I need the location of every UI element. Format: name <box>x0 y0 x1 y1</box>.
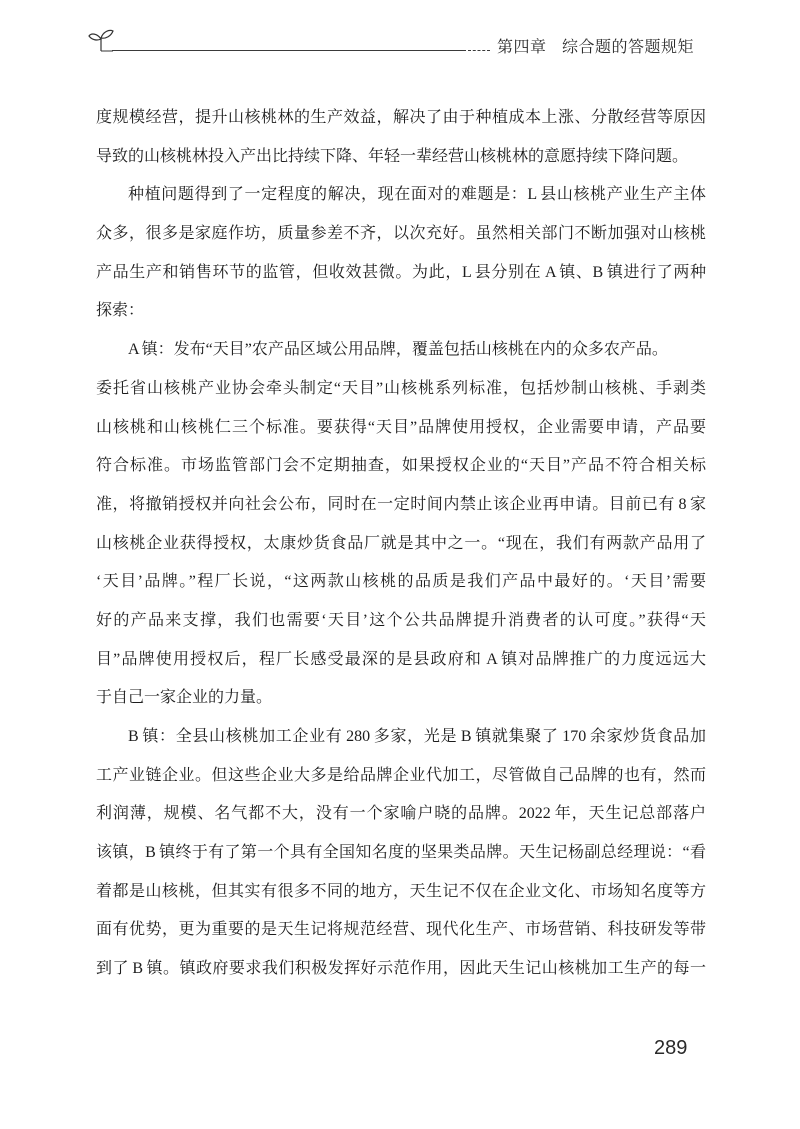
text-line: 导致的山核桃林投入产出比持续下降、年轻一辈经营山核桃林的意愿持续下降问题。 <box>96 147 689 165</box>
chapter-label: 第四章 <box>497 39 547 56</box>
paragraph-4 <box>96 718 706 989</box>
text-line: 产品生产和销售环节的监管，但收效甚微。为此，L 县分别在 A 镇、B 镇进行了两种 <box>96 263 706 281</box>
page-number: 289 <box>654 1037 688 1059</box>
text-line: 于自己一家企业的力量。 <box>96 689 273 707</box>
text-line: 着都是山核桃，但其实有很多不同的地方，天生记不仅在企业文化、市场知名度等方 <box>96 882 706 900</box>
text-line: 利润薄，规模、名气都不大，没有一个家喻户晓的品牌。2022 年，天生记总部落户 <box>96 805 706 823</box>
paragraph-1 <box>96 99 706 176</box>
text-line: 委托省山核桃产业协会牵头制定“天目”山核桃系列标准，包括炒制山核桃、手剥类 <box>96 379 706 397</box>
text-line: 众多，很多是家庭作坊，质量参差不齐，以次充好。虽然相关部门不断加强对山核桃 <box>96 225 706 243</box>
text-line: A 镇：发布“天目”农产品区域公用品牌，覆盖包括山核桃在内的众多农产品。 <box>128 341 668 359</box>
text-line: ‘天目’品牌。”程厂长说，“这两款山核桃的品质是我们产品中最好的。‘天目’需要 <box>96 573 706 591</box>
sprout-icon <box>88 28 114 52</box>
paragraph-3 <box>96 331 706 718</box>
text-line: 山核桃和山核桃仁三个标准。要获得“天目”品牌使用授权，企业需要申请，产品要 <box>96 418 706 436</box>
text-line: 度规模经营，提升山核桃林的生产效益，解决了由于种植成本上涨、分散经营等原因 <box>96 109 706 126</box>
header-rule <box>112 50 466 51</box>
chapter-title: 综合题的答题规矩 <box>562 39 695 56</box>
text-line: 到了 B 镇。镇政府要求我们积极发挥好示范作用，因此天生记山核桃加工生产的每一 <box>96 960 706 978</box>
body-text <box>96 99 706 989</box>
text-line: 好的产品来支撑，我们也需要‘天目’这个公共品牌提升消费者的认可度。”获得“天 <box>96 611 706 629</box>
header-rule-dashed <box>468 50 490 51</box>
text-line: 山核桃企业获得授权，太康炒货食品厂就是其中之一。“现在，我们有两款产品用了 <box>96 534 706 552</box>
text-line: 种植问题得到了一定程度的解决，现在面对的难题是：L 县山核桃产业生产主体 <box>128 186 706 204</box>
text-line: 工产业链企业。但这些企业大多是给品牌企业代加工，尽管做自己品牌的也有，然而 <box>96 766 706 784</box>
text-line: 准，将撤销授权并向社会公布，同时在一定时间内禁止该企业再申请。目前已有 8 家 <box>96 495 706 513</box>
text-line: 该镇，B 镇终于有了第一个具有全国知名度的坚果类品牌。天生记杨副总经理说：“看 <box>96 844 706 862</box>
text-line: B 镇：全县山核桃加工企业有 280 多家，光是 B 镇就集聚了 170 余家炒货食品加 <box>128 728 706 745</box>
paragraph-2 <box>96 176 706 331</box>
text-line: 符合标准。市场监管部门会不定期抽查，如果授权企业的“天目”产品不符合相关标 <box>96 457 706 475</box>
text-line: 目”品牌使用授权后，程厂长感受最深的是县政府和 A 镇对品牌推广的力度远远大 <box>96 650 706 668</box>
text-line: 探索： <box>96 302 145 320</box>
text-line: 面有优势，更为重要的是天生记将规范经营、现代化生产、市场营销、科技研发等带 <box>96 921 706 939</box>
